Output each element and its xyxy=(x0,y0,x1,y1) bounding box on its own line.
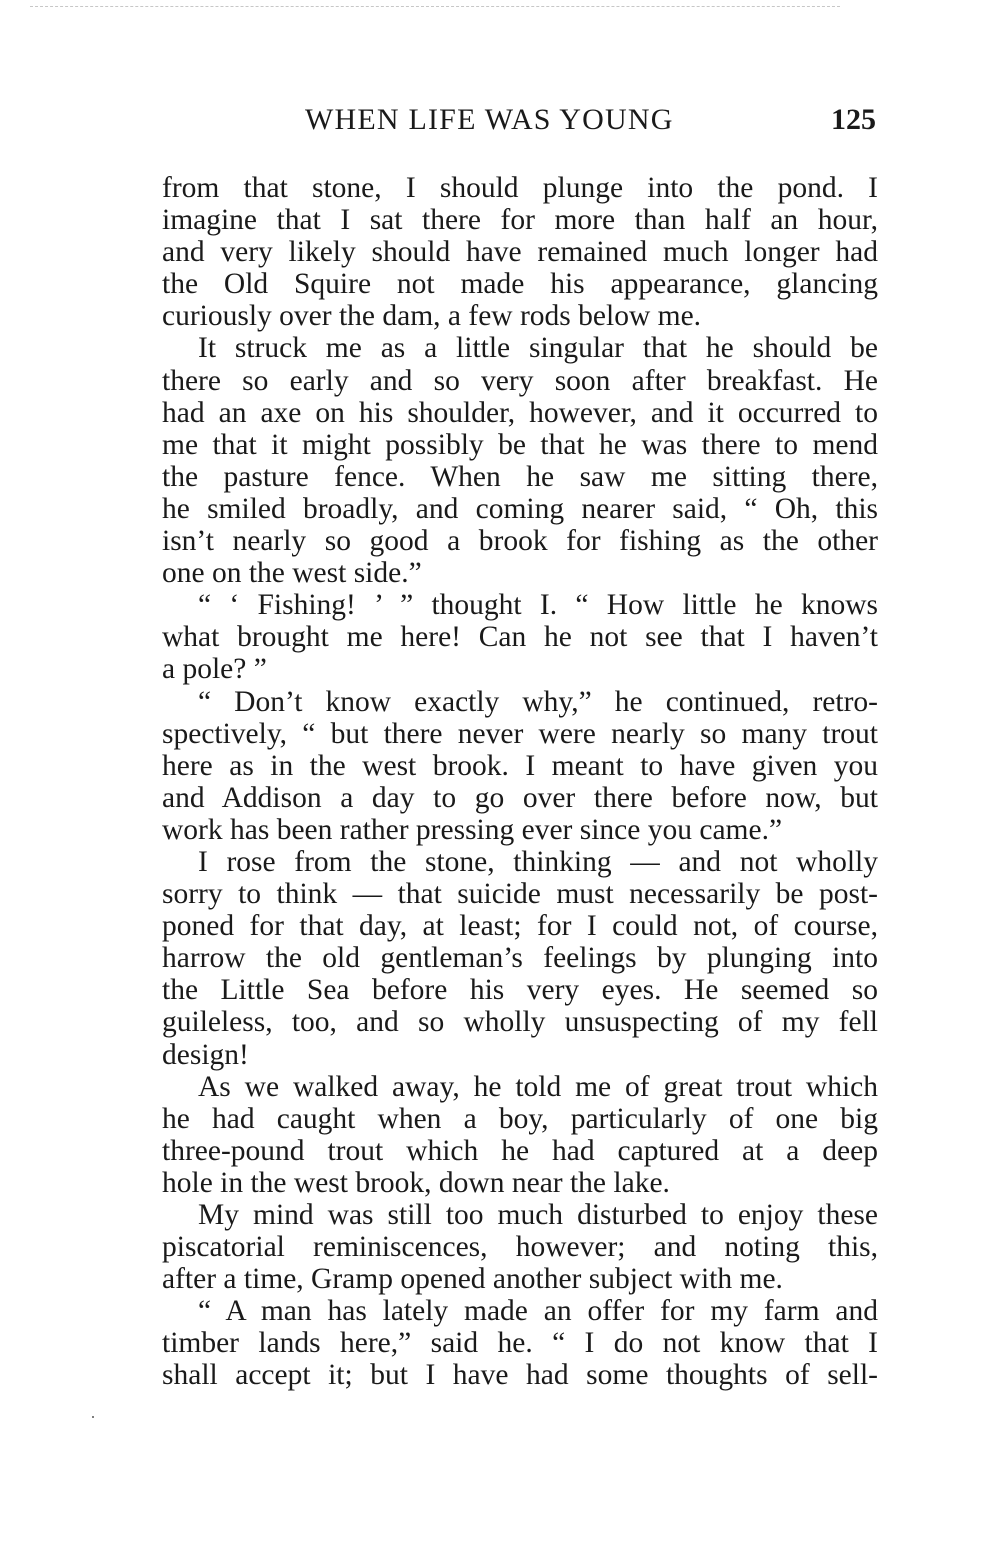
text-line: shall accept it; but I have had some thoughts of sell- xyxy=(162,1359,878,1392)
text-line: and very likely should have remained much longer had xyxy=(162,236,878,269)
text-line: poned for that day, at least; for I could not, of course, xyxy=(162,910,878,943)
body-text xyxy=(162,172,878,1392)
running-head xyxy=(162,100,878,140)
text-line: he smiled broadly, and coming nearer said, “ Oh, this xyxy=(162,492,878,525)
text-line: “ ‘ Fishing! ’ ” thought I. “ How little he knows xyxy=(198,589,878,622)
text-line: here as in the west brook. I meant to have given you xyxy=(162,749,878,782)
text-line: the Old Squire not made his appearance, glancing xyxy=(162,268,878,301)
text-line: I rose from the stone, thinking — and not wholly xyxy=(198,845,878,878)
text-line: me that it might possibly be that he was there to mend xyxy=(162,428,878,461)
scan-edge-mark xyxy=(30,6,840,7)
text-line: he had caught when a boy, particularly of one big xyxy=(162,1102,878,1135)
text-line: from that stone, I should plunge into the pond. I xyxy=(162,172,878,204)
text-line: spectively, “ but there never were nearly so many trout xyxy=(162,717,878,750)
text-line: guileless, too, and so wholly unsuspecting of my fell xyxy=(162,1006,878,1039)
text-line: work has been rather pressing ever since you came.” xyxy=(162,813,783,846)
text-line: sorry to think — that suicide must necessarily be post- xyxy=(162,878,878,911)
text-line: the Little Sea before his very eyes. He seemed so xyxy=(162,974,878,1007)
text-line: isn’t nearly so good a brook for fishing as the other xyxy=(162,525,878,558)
text-line: there so early and so very soon after breakfast. He xyxy=(162,364,878,397)
text-line: and Addison a day to go over there before now, but xyxy=(162,781,878,814)
text-line: a pole? ” xyxy=(162,653,267,686)
text-line: As we walked away, he told me of great trout which xyxy=(198,1070,878,1103)
text-line: curiously over the dam, a few rods below me. xyxy=(162,300,702,333)
text-line: design! xyxy=(162,1038,249,1071)
running-head-title: WHEN LIFE WAS YOUNG xyxy=(305,103,674,136)
text-line: what brought me here! Can he not see that I haven’t xyxy=(162,621,878,654)
text-line: piscatorial reminiscences, however; and noting this, xyxy=(162,1231,878,1264)
text-line: harrow the old gentleman’s feelings by plunging into xyxy=(162,942,878,975)
text-line: imagine that I sat there for more than half an hour, xyxy=(162,204,878,237)
text-line: “ Don’t know exactly why,” he continued, retro- xyxy=(198,685,878,718)
text-line: three-pound trout which he had captured at a deep xyxy=(162,1134,878,1167)
text-line: hole in the west brook, down near the lake. xyxy=(162,1166,670,1199)
text-line: “ A man has lately made an offer for my farm and xyxy=(198,1295,878,1328)
text-line: after a time, Gramp opened another subject with me. xyxy=(162,1263,783,1296)
text-line: timber lands here,” said he. “ I do not know that I xyxy=(162,1327,878,1360)
text-line: It struck me as a little singular that he should be xyxy=(198,332,878,365)
text-line: one on the west side.” xyxy=(162,557,422,590)
text-line: had an axe on his shoulder, however, and it occurred to xyxy=(162,396,878,429)
scan-speck xyxy=(92,1416,94,1418)
text-line: the pasture fence. When he saw me sitting there, xyxy=(162,460,878,493)
page-number: 125 xyxy=(831,103,876,136)
text-line: My mind was still too much disturbed to enjoy these xyxy=(198,1199,878,1231)
